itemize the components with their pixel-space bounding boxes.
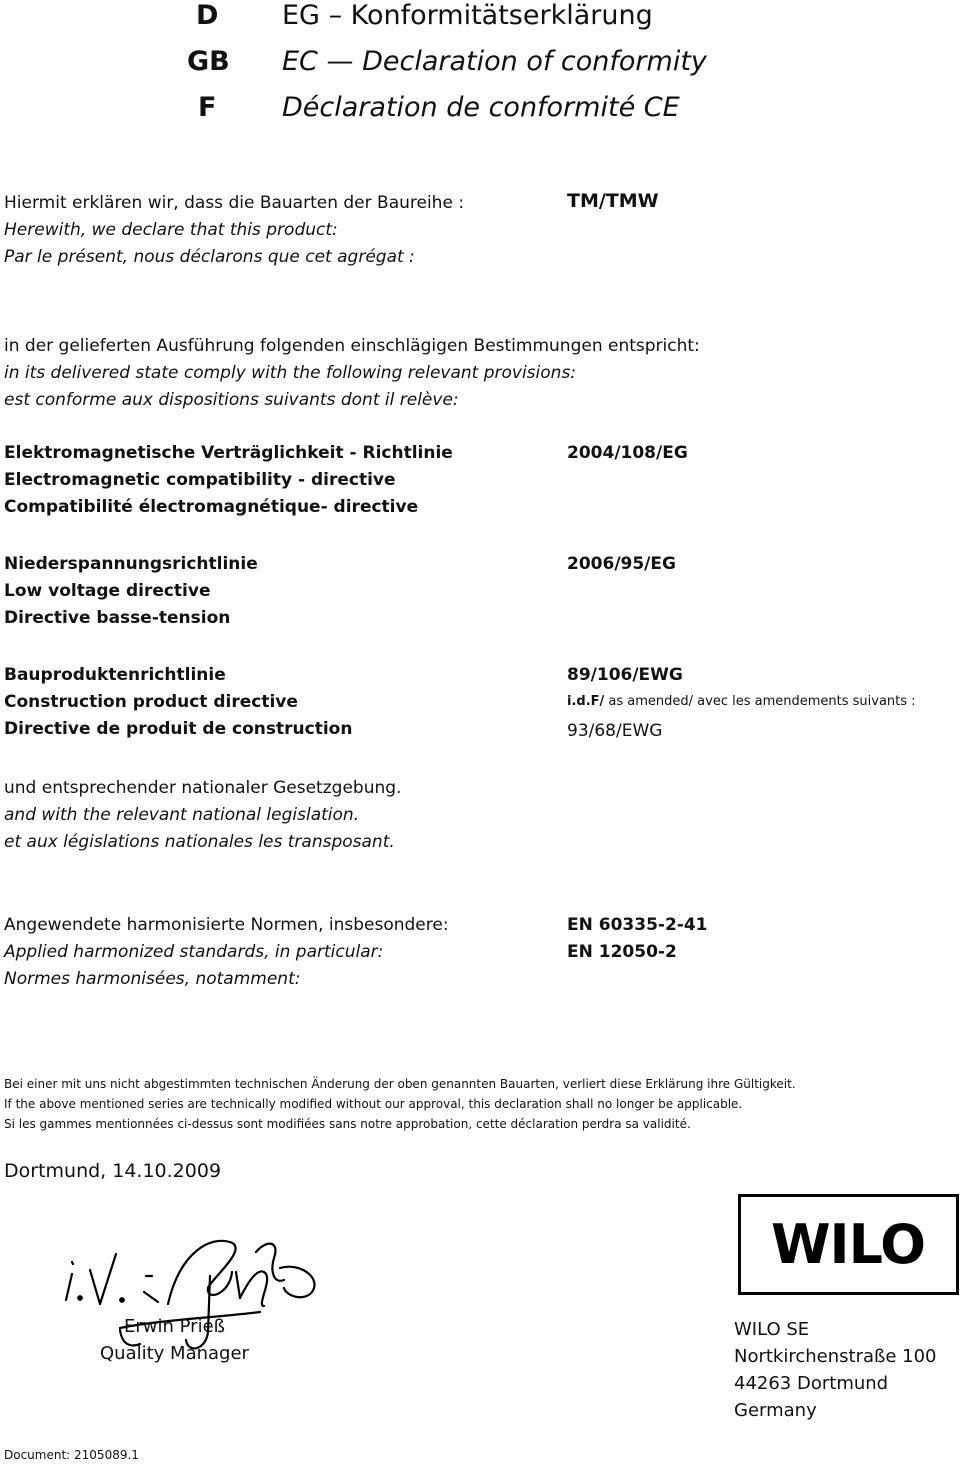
legislation-line-gb: and with the relevant national legislation. [4, 805, 360, 825]
declaration-line-gb: Herewith, we declare that this product: [4, 220, 338, 240]
disclaimer-line-fr: Si les gammes mentionnées ci-dessus sont modifiées sans notre approbation, cette déclaration perdra sa validité. [4, 1117, 691, 1131]
directive-name-gb: Low voltage directive [4, 581, 211, 601]
lang-code-fr: F [198, 92, 217, 123]
provisions-line-de: in der gelieferten Ausführung folgenden einschlägigen Bestimmungen entspricht: [4, 336, 700, 356]
title-fr: Déclaration de conformité CE [282, 92, 680, 123]
directive-code-construction: 89/106/EWG [567, 665, 683, 685]
document-id: Document: 2105089.1 [4, 1448, 139, 1462]
title-de: EG – Konformitätserklärung [282, 0, 653, 31]
directive-name-de: Bauproduktenrichtlinie [4, 665, 226, 685]
legislation-line-de: und entsprechender nationaler Gesetzgebung. [4, 778, 402, 798]
provisions-line-gb: in its delivered state comply with the following relevant provisions: [4, 363, 577, 383]
lang-code-gb: GB [187, 46, 230, 77]
company-name: WILO SE [734, 1319, 810, 1340]
disclaimer-line-gb: If the above mentioned series are technically modified without our approval, this declaration shall no longer be applicable. [4, 1097, 743, 1111]
wilo-logo-mark [741, 1197, 956, 1292]
directive-name-de: Niederspannungsrichtlinie [4, 554, 258, 574]
amendment-code: 93/68/EWG [567, 721, 663, 741]
disclaimer-line-de: Bei einer mit uns nicht abgestimmten technischen Änderung der oben genannten Bauarten, verliert diese Erklärung ihre Gültigkeit. [4, 1077, 796, 1091]
standard-value: EN 12050-2 [567, 942, 677, 962]
product-series: TM/TMW [567, 190, 659, 212]
directive-construction [4, 662, 352, 743]
company-city: 44263 Dortmund [734, 1373, 889, 1394]
validity-disclaimer [4, 1074, 796, 1134]
provisions-line-fr: est conforme aux dispositions suivants dont il relève: [4, 390, 459, 410]
legislation-statement [4, 775, 401, 856]
directive-name-de: Elektromagnetische Verträglichkeit - Richtlinie [4, 443, 453, 463]
directive-name-fr: Directive de produit de construction [4, 719, 353, 739]
title-gb: EC — Declaration of conformity [282, 46, 707, 77]
standards-labels [4, 912, 449, 993]
directive-name-gb: Construction product directive [4, 692, 298, 712]
legislation-line-fr: et aux législations nationales les transposant. [4, 832, 395, 852]
company-address [734, 1316, 937, 1424]
amendment-text: as amended/ avec les amendements suivants : [604, 694, 916, 709]
amendment-prefix: i.d.F/ [567, 694, 605, 709]
directive-name-gb: Electromagnetic compatibility - directive [4, 470, 396, 490]
lang-code-de: D [196, 0, 219, 31]
amendment-note [567, 692, 916, 712]
directive-low-voltage [4, 551, 258, 632]
place-date: Dortmund, 14.10.2009 [4, 1160, 222, 1182]
company-street: Nortkirchenstraße 100 [734, 1346, 937, 1367]
svg-text:WILO: WILO [770, 1213, 926, 1276]
signatory-role: Quality Manager [100, 1343, 249, 1364]
standards-values [567, 912, 708, 966]
standards-label-de: Angewendete harmonisierte Normen, insbesondere: [4, 915, 449, 935]
signatory-name: Erwin Prieß [124, 1316, 225, 1337]
declaration-line-de: Hiermit erklären wir, dass die Bauarten der Baureihe : [4, 193, 465, 213]
standards-label-gb: Applied harmonized standards, in particular: [4, 942, 384, 962]
directive-name-fr: Directive basse-tension [4, 608, 231, 628]
standard-value: EN 60335-2-41 [567, 915, 708, 935]
directive-code-low-voltage: 2006/95/EG [567, 554, 676, 574]
directive-code-emc: 2004/108/EG [567, 443, 688, 463]
declaration-statement [4, 190, 464, 271]
company-logo [738, 1194, 959, 1295]
declaration-line-fr: Par le présent, nous déclarons que cet agrégat : [4, 247, 415, 267]
standards-label-fr: Normes harmonisées, notamment: [4, 969, 301, 989]
directive-name-fr: Compatibilité électromagnétique- directive [4, 497, 419, 517]
directive-emc [4, 440, 453, 521]
company-country: Germany [734, 1400, 817, 1421]
provisions-intro [4, 333, 700, 414]
